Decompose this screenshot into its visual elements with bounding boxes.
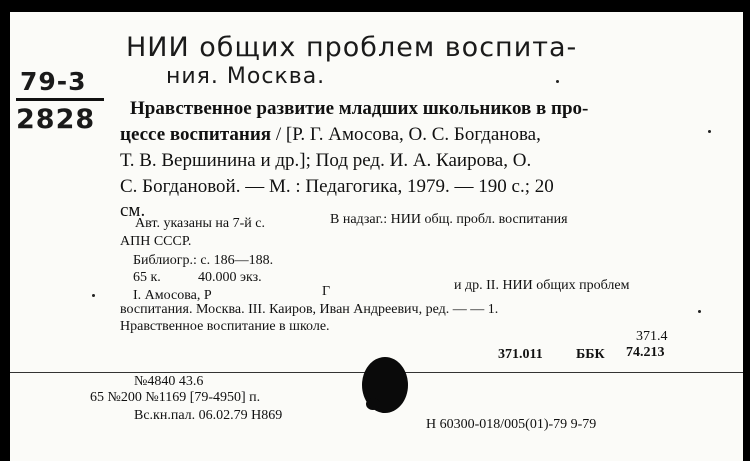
subject-1c: и др. II. НИИ общих проблем <box>454 278 630 293</box>
footer-line1: №4840 43.6 <box>134 374 204 389</box>
note-authors-b: В надзаг.: НИИ общ. пробл. воспитания <box>330 212 568 227</box>
note-authors-a: Авт. указаны на 7-й с. <box>135 216 265 231</box>
title-line1: Нравственное развитие младших школьников в про- <box>130 98 589 119</box>
catalog-card <box>10 12 743 461</box>
note-copies: 40.000 экз. <box>198 270 262 285</box>
title-line3: Т. В. Вершинина и др.]; Под ред. И. А. Каирова, О. <box>120 150 532 171</box>
call-number-rule <box>16 98 104 101</box>
ink-blot-small <box>366 398 380 410</box>
bbk-code: 74.213 <box>626 345 665 360</box>
footer-line3: Вс.кн.пал. 06.02.79 Н869 <box>134 408 283 423</box>
call-number-top: 79-3 <box>20 67 87 96</box>
handwritten-note-line2: ния. Москва. <box>166 64 326 89</box>
handwritten-note-line1: НИИ общих проблем воспита- <box>126 32 578 63</box>
title-line2-bold: цессе воспитания <box>120 124 272 145</box>
title-line2-rest: / [Р. Г. Амосова, О. С. Богданова, <box>271 124 541 145</box>
subject-2: воспитания. Москва. III. Каиров, Иван Андреевич, ред. — — 1. <box>120 302 499 317</box>
speck <box>698 310 701 313</box>
bbk-label: ББК <box>576 347 605 362</box>
speck <box>708 130 711 133</box>
udc-code: 371.4 <box>636 329 668 344</box>
title-line4: С. Богдановой. — М. : Педагогика, 1979. — 190 с.; 20 <box>120 176 554 197</box>
speck <box>556 80 559 83</box>
subject-3: Нравственное воспитание в школе. <box>120 319 330 334</box>
title-line5: см. <box>120 200 146 221</box>
footer-line2: 65 №200 №1169 [79-4950] п. <box>90 390 261 405</box>
call-number-bottom: 2828 <box>16 104 96 135</box>
subject-1b: Г <box>322 284 331 299</box>
note-bibliography: Библиогр.: с. 186—188. <box>133 253 274 268</box>
subject-1a: I. Амосова, Р <box>133 288 212 303</box>
note-authors-c: АПН СССР. <box>120 234 192 249</box>
speck <box>92 294 95 297</box>
udc-code-2: 371.011 <box>498 347 543 362</box>
footer-code: Н 60300-018/005(01)-79 9-79 <box>426 417 597 432</box>
note-price: 65 к. <box>133 270 161 285</box>
title-line2 <box>120 124 541 146</box>
